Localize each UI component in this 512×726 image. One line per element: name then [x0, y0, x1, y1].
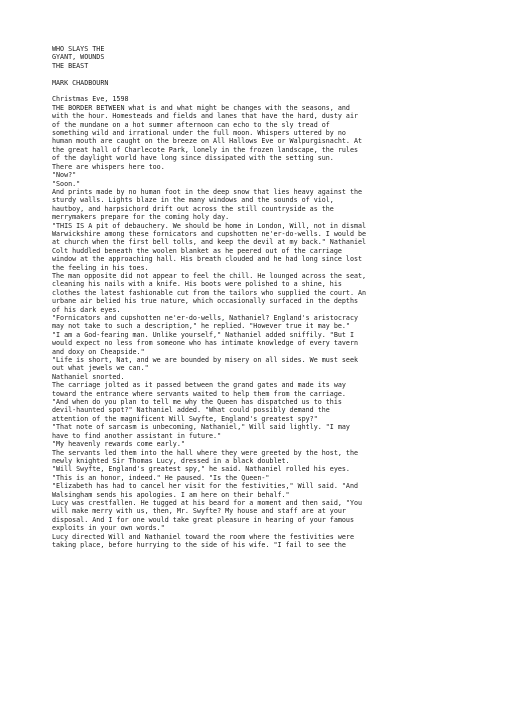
text-line: have to find another assistant in future."	[52, 431, 222, 440]
text-line: attention of the magnificent Will Swyfte, England's greatest spy?"	[52, 414, 318, 423]
document-text	[52, 45, 492, 549]
text-line: urbane air belied his true nature, which occasionally surfaced in the depths	[52, 297, 358, 306]
text-line: THE BORDER BETWEEN what is and what might be changes with the seasons, and	[52, 103, 350, 112]
text-line: sturdy walls. Lights blaze in the many windows and the sounds of viol,	[52, 196, 334, 205]
text-line: Nathaniel snorted.	[52, 372, 125, 381]
text-line: GYANT, WOUNDS	[52, 53, 105, 62]
text-line: THE BEAST	[52, 61, 89, 70]
text-line: "I am a God-fearing man. Unlike yourself," Nathaniel added sniffily. "But I	[52, 330, 354, 339]
text-line: disposal. And I for one would take great pleasure in hearing of your famous	[52, 515, 354, 524]
text-line: clothes the latest fashionable cut from the tailors who supplied the court. An	[52, 288, 367, 297]
text-line: of the daylight world have long since dissipated with the setting sun.	[52, 154, 334, 163]
text-line: There are whispers here too.	[52, 162, 165, 171]
text-line: merrymakers prepare for the coming holy day.	[52, 213, 230, 222]
text-line: "My heavenly rewards come early."	[52, 440, 185, 449]
text-line: "That note of sarcasm is unbecoming, Nathaniel," Will said lightly. "I may	[52, 423, 350, 432]
text-line: would expect no less from someone who has intimate knowledge of every tavern	[52, 339, 358, 348]
text-line: "Now?"	[52, 171, 77, 180]
text-line: exploits in your own words."	[52, 524, 165, 533]
text-line: something wild and irrational under the full moon. Whispers uttered by no	[52, 129, 346, 138]
text-line: "THIS IS A pit of debauchery. We should be home in London, Will, not in dismal	[52, 221, 367, 230]
text-line: of his dark eyes.	[52, 305, 121, 314]
text-line: human mouth are caught on the breeze on All Hallows Eve or Walpurgisnacht. At	[52, 137, 363, 146]
text-line	[52, 70, 492, 78]
text-line: "Will Swyfte, England's greatest spy," he said. Nathaniel rolled his eyes.	[52, 465, 350, 474]
text-line: devil-haunted spot?" Nathaniel added. "What could possibly demand the	[52, 406, 330, 415]
text-line: "Elizabeth has had to cancel her visit for the festivities," Will said. "And	[52, 482, 358, 491]
text-line: The carriage jolted as it passed between the grand gates and made its way	[52, 381, 346, 390]
text-line: the great hall of Charlecote Park, lonely in the frozen landscape, the rules	[52, 145, 358, 154]
text-line: at church when the first bell tolls, and keep the devil at my back." Nathaniel	[52, 238, 367, 247]
text-line: hautboy, and harpsichord drift out across the still countryside as the	[52, 204, 334, 213]
text-line	[52, 87, 492, 95]
text-line: "Life is short, Nat, and we are bounded by misery on all sides. We must seek	[52, 356, 358, 365]
text-line: Walsingham sends his apologies. I am here on their behalf."	[52, 490, 290, 499]
text-line: taking place, before hurrying to the side of his wife. "I fail to see the	[52, 540, 346, 549]
text-line: the feeling in his toes.	[52, 263, 149, 272]
text-line: with the hour. Homesteads and fields and lanes that have the hard, dusty air	[52, 112, 358, 121]
text-line: newly knighted Sir Thomas Lucy, dressed in a black doublet.	[52, 456, 290, 465]
text-line: Lucy was crestfallen. He tugged at his beard for a moment and then said, "You	[52, 498, 363, 507]
text-line: window at the approaching hall. His breath clouded and he had long since lost	[52, 255, 363, 264]
text-line: cleaning his nails with a knife. His boots were polished to a shine, his	[52, 280, 342, 289]
text-line: "And when do you plan to tell me why the Queen has dispatched us to this	[52, 398, 342, 407]
text-line: And prints made by no human foot in the deep snow that lies heavy against the	[52, 187, 363, 196]
text-line: MARK CHADBOURN	[52, 78, 109, 87]
text-line: "This is an honor, indeed." He paused. "Is the Queen-"	[52, 473, 270, 482]
text-line: The servants led them into the hall where they were greeted by the host, the	[52, 448, 358, 457]
text-line: Warwickshire among these fornicators and cupshotten ne'er-do-wells. I would be	[52, 229, 367, 238]
text-line: out what jewels we can."	[52, 364, 149, 373]
text-line: Christmas Eve, 1598	[52, 95, 129, 104]
text-line: toward the entrance where servants waited to help them from the carriage.	[52, 389, 346, 398]
text-line: may not take to such a description," he replied. "However true it may be."	[52, 322, 350, 331]
text-line: Lucy directed Will and Nathaniel toward the room where the festivities were	[52, 532, 354, 541]
text-line: Colt huddled beneath the woolen blanket as he peered out of the carriage	[52, 246, 342, 255]
text-line: The man opposite did not appear to feel the chill. He lounged across the seat,	[52, 271, 367, 280]
text-line: "Soon."	[52, 179, 81, 188]
text-line: WHO SLAYS THE	[52, 45, 105, 53]
text-line: will make merry with us, then, Mr. Swyfte? My house and staff are at your	[52, 507, 346, 516]
text-line: of the mundane on a hot summer afternoon can echo to the sly tread of	[52, 120, 330, 129]
text-line: and doxy on Cheapside."	[52, 347, 145, 356]
text-line: "Fornicators and cupshotten ne'er-do-wells, Nathaniel? England's aristocracy	[52, 314, 358, 322]
